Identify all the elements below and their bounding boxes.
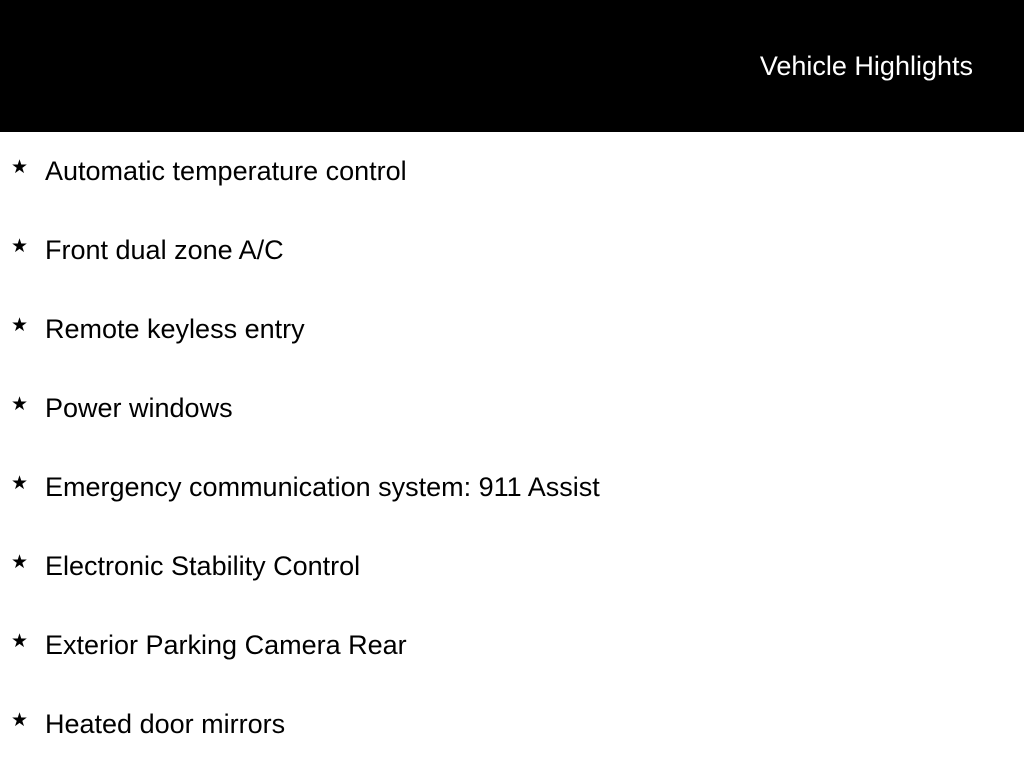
highlight-label: Front dual zone A/C <box>45 235 284 265</box>
list-item <box>0 290 1024 369</box>
highlights-list <box>0 132 1024 764</box>
highlight-label: Power windows <box>45 393 233 423</box>
list-item <box>0 527 1024 606</box>
list-item <box>0 132 1024 211</box>
star-icon: ★ <box>11 710 29 731</box>
highlight-label: Automatic temperature control <box>45 156 407 186</box>
star-icon: ★ <box>11 394 29 415</box>
highlight-label: Emergency communication system: 911 Assist <box>45 472 600 502</box>
star-icon: ★ <box>11 552 29 573</box>
page-title: Vehicle Highlights <box>759 51 973 81</box>
list-item <box>0 369 1024 448</box>
list-item <box>0 606 1024 685</box>
list-item <box>0 211 1024 290</box>
highlight-label: Exterior Parking Camera Rear <box>45 630 407 660</box>
header-bar <box>0 0 1024 132</box>
star-icon: ★ <box>11 631 29 652</box>
star-icon: ★ <box>11 315 29 336</box>
star-icon: ★ <box>11 157 29 178</box>
list-item <box>0 685 1024 764</box>
list-item <box>0 448 1024 527</box>
star-icon: ★ <box>11 236 29 257</box>
highlight-label: Remote keyless entry <box>45 314 305 344</box>
star-icon: ★ <box>11 473 29 494</box>
highlight-label: Heated door mirrors <box>45 709 286 739</box>
highlight-label: Electronic Stability Control <box>45 551 361 581</box>
